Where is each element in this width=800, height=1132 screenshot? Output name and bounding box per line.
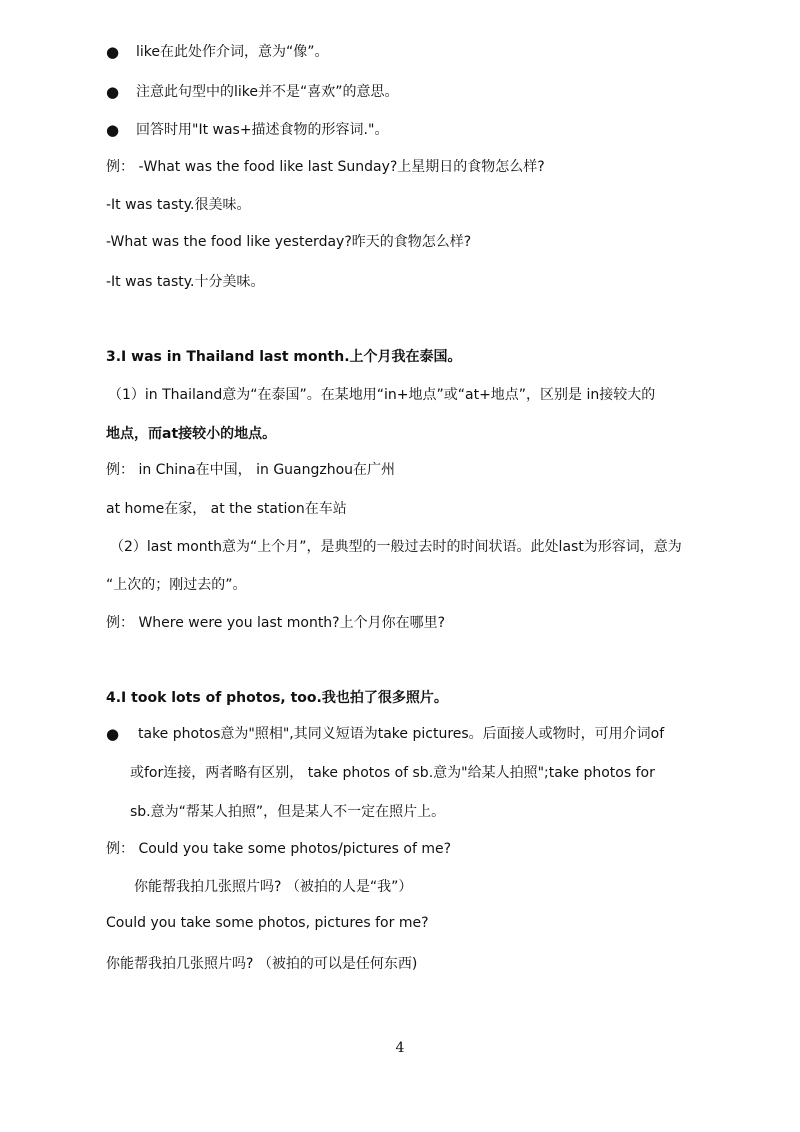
bullet-text: take photos意为"照相",其同义短语为take pictures。后面接人或物时，可用介词of [138,726,665,742]
paragraph-line: 地点，而at接较小的地点。 [106,426,277,442]
paragraph-line: （2）last month意为“上个月”，是典型的一般过去时的时间状语。此处last为形容词，意为 [110,539,682,555]
example-line: 例： Could you take some photos/pictures of me? [106,841,452,857]
example-line: -It was tasty.十分美味。 [106,274,265,290]
example-line: Could you take some photos, pictures for me? [106,915,429,931]
bullet-icon: ● [106,725,120,743]
example-line: 你能帮我拍几张照片吗? （被拍的可以是任何东西) [106,956,418,972]
section-heading: 4.I took lots of photos, too.我也拍了很多照片。 [106,690,448,706]
example-line: -What was the food like yesterday?昨天的食物怎么样? [106,234,472,250]
bullet-text: 注意此句型中的like并不是“喜欢”的意思。 [136,84,399,100]
section-heading: 3.I was in Thailand last month.上个月我在泰国。 [106,349,462,365]
example-line: at home在家， at the station在车站 [106,501,347,517]
example-line: 例： Where were you last month?上个月你在哪里? [106,615,446,631]
example-line: 例： -What was the food like last Sunday?上星期日的食物怎么样? [106,159,545,175]
bullet-icon: ● [106,43,120,61]
bullet-icon: ● [106,83,120,101]
paragraph-line: （1）in Thailand意为“在泰国”。在某地用“in+地点”或“at+地点”，区别是 in接较大的 [108,387,656,403]
example-line: 你能帮我拍几张照片吗? （被拍的人是“我”） [134,879,413,895]
bullet-text: like在此处作介词，意为“像”。 [136,44,329,60]
bullet-text: 回答时用"It was+描述食物的形容词."。 [136,122,389,138]
bullet-text: 或for连接，两者略有区别， take photos of sb.意为"给某人拍照";take photos for [130,765,655,781]
example-line: -It was tasty.很美味。 [106,197,251,213]
example-line: 例： in China在中国， in Guangzhou在广州 [106,462,396,478]
page-number: 4 [395,1040,405,1056]
paragraph-line: “上次的；刚过去的”。 [106,577,247,593]
bullet-icon: ● [106,121,120,139]
bullet-text: sb.意为“帮某人拍照”，但是某人不一定在照片上。 [130,804,446,820]
